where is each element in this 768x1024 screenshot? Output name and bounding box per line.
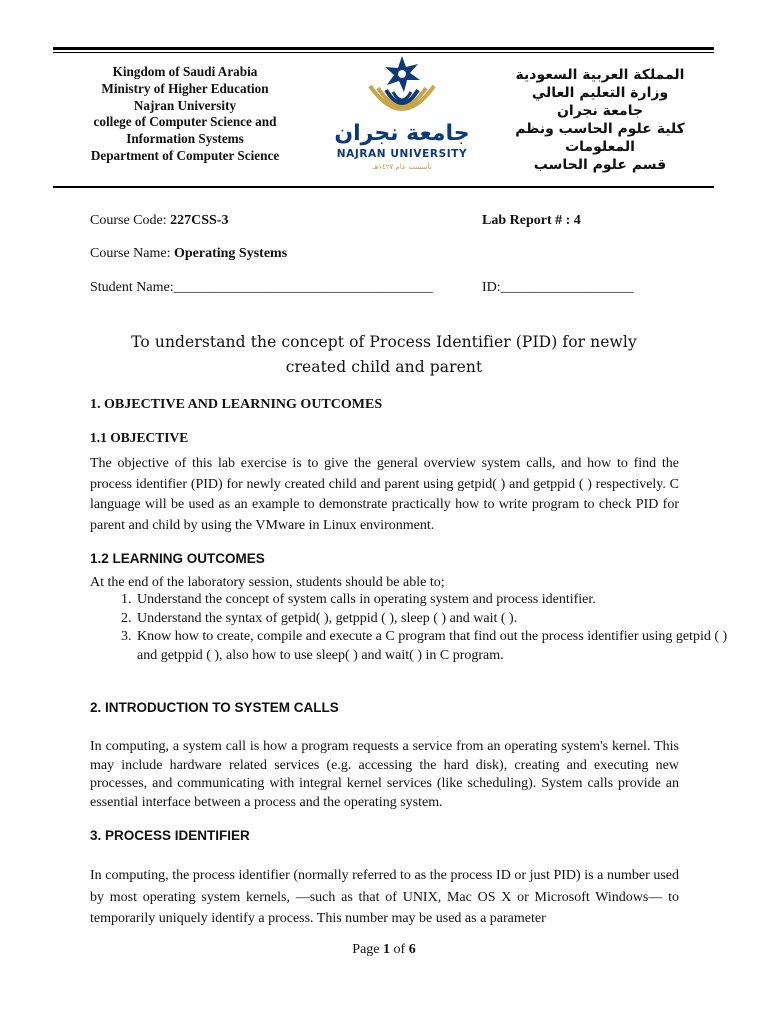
lab-report-number [482, 213, 581, 229]
page-number: 1 [383, 942, 391, 957]
process-identifier-paragraph: In computing, the process identifier (normally referred to as the process ID or just PID) is a number used by most operating system kernels, —such as that of UNIX, Mac OS X or Microsoft Windows— to temporarily uniquely identify a process. This number may be used as a parameter [90, 868, 679, 926]
page-footer [0, 942, 768, 958]
section-3-heading: 3. PROCESS IDENTIFIER [90, 828, 250, 843]
student-id-label: ID:___________________ [482, 280, 634, 295]
institution-arabic-line: كلية علوم الحاسب ونظم المعلومات [515, 121, 685, 155]
institution-line: Department of Computer Science [90, 147, 280, 163]
star-emblem-icon [332, 54, 472, 124]
logo-arabic-name: جامعة نجران [334, 121, 470, 146]
page-word: Page [352, 942, 380, 957]
header-top-rule-thin [53, 52, 714, 53]
lab-title [70, 330, 698, 380]
objective-paragraph: The objective of this lab exercise is to give the general overview system calls, and how to find the process identifier (PID) for newly created child and parent using getpid( ) and getppid ( ) respectively. C language will be used as an example to demonstrate practically how to write program to check PID for parent and child by using the VMware in Linux environment. [90, 456, 679, 533]
outcomes-list [90, 591, 735, 665]
course-code-value: 227CSS-3 [170, 213, 229, 228]
list-item: 1. Understand the concept of system calls in operating system and process identifier. [135, 591, 735, 610]
institution-arabic [490, 66, 710, 174]
section-1-2-heading: 1.2 LEARNING OUTCOMES [90, 551, 265, 566]
institution-arabic-line: وزارة التعليم العالي [531, 85, 669, 101]
institution-english [70, 64, 300, 165]
list-item: 3. Know how to create, compile and execute a C program that find out the process identifier using getpid ( ) and getppid ( ), also how to use sleep( ) and wait( ) in C program. [135, 628, 735, 665]
system-calls-paragraph: In computing, a system call is how a program requests a service from an operating system's kernel. This may include hardware related services (e.g. accessing the hard disk), creating and executing new processes, and communicating with integral kernel services (like scheduling). System calls provide an essential interface between a process and the operating system. [90, 739, 679, 810]
student-id-field [482, 280, 634, 296]
course-code-label: Course Code: [90, 213, 167, 228]
institution-line: college of Computer Science and [93, 114, 277, 130]
institution-line: Information Systems [126, 131, 244, 147]
section-2-heading: 2. INTRODUCTION TO SYSTEM CALLS [90, 700, 339, 715]
lab-title-line-1: To understand the concept of Process Identifier (PID) for newly [131, 333, 637, 351]
course-name-value: Operating Systems [173, 246, 288, 261]
logo-english-name: NAJRAN UNIVERSITY [336, 148, 468, 160]
section-1-heading: 1. OBJECTIVE AND LEARNING OUTCOMES [90, 397, 383, 412]
section-1-1-heading: 1.1 OBJECTIVE [90, 430, 189, 445]
institution-arabic-line: المملكة العربية السعودية [515, 67, 685, 83]
outcomes-intro: At the end of the laboratory session, students should be able to; [90, 575, 445, 590]
of-word: of [393, 942, 406, 957]
institution-line: Najran University [133, 97, 237, 113]
university-logo [332, 54, 472, 174]
course-name-field [90, 246, 287, 262]
logo-founded-line: تأسست عام ١٤٢٧هـ [372, 163, 432, 171]
header-top-rule-thick [53, 47, 714, 50]
institution-arabic-line: قسم علوم الحاسب [533, 157, 667, 173]
header-bottom-rule [53, 186, 714, 188]
institution-arabic-line: جامعة نجران [556, 103, 644, 119]
institution-line: Kingdom of Saudi Arabia [112, 64, 258, 79]
student-name-label: Student Name:_____________________________________ [90, 280, 433, 295]
list-item: 2. Understand the syntax of getpid( ), getppid ( ), sleep ( ) and wait ( ). [135, 610, 735, 629]
institution-line: Ministry of Higher Education [101, 80, 269, 96]
course-name-label: Course Name: [90, 246, 171, 261]
page-total: 6 [408, 942, 416, 957]
lab-report-label: Lab Report # : 4 [482, 213, 581, 228]
student-name-field [90, 280, 433, 296]
course-code-field [90, 213, 228, 229]
lab-title-line-2: created child and parent [285, 358, 483, 376]
